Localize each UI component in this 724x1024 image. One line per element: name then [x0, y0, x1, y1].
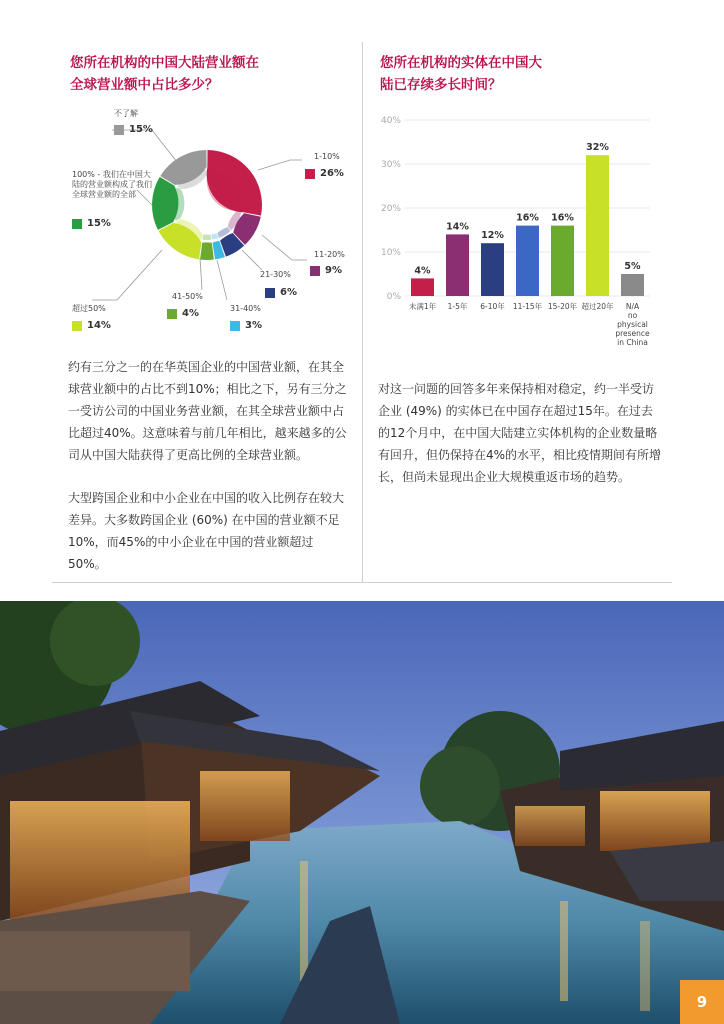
donut-value-text: 9%	[325, 265, 342, 276]
bar-value-label: 14%	[446, 221, 469, 233]
bar	[411, 278, 434, 296]
leader-line	[242, 250, 262, 270]
bar	[621, 274, 644, 296]
x-tick-label: 11-15年	[512, 302, 543, 311]
legend-swatch	[72, 321, 82, 331]
x-tick-label: 15-20年	[547, 302, 578, 311]
right-title-line2: 陆已存续多长时间？	[380, 77, 502, 93]
donut-slice-label: 41-50%	[172, 292, 203, 301]
water-town-illustration	[0, 601, 724, 1024]
leader-line	[92, 250, 162, 300]
donut-slice-inner	[203, 235, 212, 240]
donut-slice-inner	[211, 233, 218, 239]
donut-value-text: 3%	[245, 320, 262, 331]
y-tick-label: 40%	[380, 116, 401, 126]
donut-value-text: 6%	[280, 287, 297, 298]
donut-slice-label: 不了解	[114, 109, 138, 118]
donut-slice-label: 11-20%	[314, 250, 345, 259]
y-tick-label: 20%	[380, 204, 401, 214]
y-tick-label: 0%	[386, 292, 401, 302]
bar	[586, 155, 609, 296]
right-paragraph-1: 对这一问题的回答多年来保持相对稳定，约一半受访企业 (49%) 的实体已在中国存在超过15年。在过去的12个月中，在中国大陆建立实体机构的企业数量略有回升，但仍保持在4%的水平，相比疫情期间有所增长，但尚未显现出企业大规模重返市场的趋势。	[378, 382, 662, 484]
x-tick-label: N/A no physical presence in China	[615, 302, 650, 347]
y-tick-label: 30%	[380, 160, 401, 170]
x-tick-label: 1-5年	[447, 302, 468, 311]
bar-value-label: 32%	[586, 142, 609, 154]
donut-slice	[200, 242, 214, 260]
donut-value-text: 14%	[87, 320, 111, 331]
legend-swatch	[310, 266, 320, 276]
left-title-line1: 您所在机构的中国大陆营业额在	[70, 55, 259, 71]
left-title-line2: 全球营业额中占比多少？	[70, 77, 219, 93]
x-tick-label: 6-10年	[480, 302, 505, 311]
donut-slice-value	[167, 308, 199, 319]
donut-value-text: 15%	[129, 124, 153, 135]
bar-svg	[370, 108, 670, 358]
bar	[551, 226, 574, 296]
donut-slice-value	[265, 287, 297, 298]
legend-swatch	[305, 169, 315, 179]
donut-slice-value	[230, 320, 262, 331]
leader-line	[262, 235, 307, 260]
donut-slice-value	[114, 124, 153, 135]
donut-slice-label: 1-10%	[314, 152, 340, 161]
donut-slice-label: 31-40%	[230, 304, 261, 313]
donut-slice-value	[310, 265, 342, 276]
donut-slice-value	[72, 320, 111, 331]
bar	[481, 243, 504, 296]
legend-swatch	[265, 288, 275, 298]
right-title-line1: 您所在机构的实体在中国大	[380, 55, 542, 71]
leader-line	[258, 160, 302, 170]
donut-slice-label: 超过50%	[72, 304, 106, 313]
donut-slice-label: 21-30%	[260, 270, 291, 279]
bar	[446, 234, 469, 296]
bar-value-label: 16%	[516, 212, 539, 224]
donut-slice-value	[72, 218, 111, 229]
donut-value-text: 4%	[182, 308, 199, 319]
donut-value-text: 26%	[320, 168, 344, 179]
bar	[516, 226, 539, 296]
leader-line	[200, 258, 202, 290]
left-paragraph-2: 大型跨国企业和中小企业在中国的收入比例存在较大差异。大多数跨国企业 (60%) 在中国的营业额不足10%，而45%的中小企业在中国的营业额超过50%。	[68, 491, 345, 571]
legend-swatch	[167, 309, 177, 319]
y-tick-label: 10%	[380, 248, 401, 258]
donut-value-text: 15%	[87, 218, 111, 229]
bar-value-label: 12%	[481, 230, 504, 242]
left-question-title	[70, 52, 350, 96]
vertical-divider	[362, 42, 363, 582]
x-tick-label: 超过20年	[581, 302, 614, 311]
x-tick-label: 未满1年	[408, 302, 437, 311]
legend-swatch	[230, 321, 240, 331]
bar-value-label: 4%	[414, 265, 431, 277]
horizontal-divider	[52, 582, 672, 583]
left-paragraph-1: 约有三分之一的在华英国企业的中国营业额，在其全球营业额中的占比不到10%；相比之下，另有三分之一受访公司的中国业务营业额，在其全球营业额中占比超过40%。这意味着与前几年相比，越来越多的公司从中国大陆获得了更高比例的全球营业额。	[68, 360, 347, 462]
donut-slice-value	[305, 168, 344, 179]
bar-value-label: 5%	[624, 261, 641, 272]
water-town-photo	[0, 601, 724, 1024]
legend-swatch	[114, 125, 124, 135]
legend-swatch	[72, 219, 82, 229]
page-number: 9	[680, 980, 724, 1024]
donut-chart	[52, 100, 362, 345]
bar-value-label: 16%	[551, 212, 574, 224]
right-question-title	[380, 52, 660, 96]
donut-slice-label: 100% - 我们在中国大陆的营业额构成了我们全球营业额的全部	[72, 170, 152, 199]
bar-chart	[370, 108, 670, 358]
